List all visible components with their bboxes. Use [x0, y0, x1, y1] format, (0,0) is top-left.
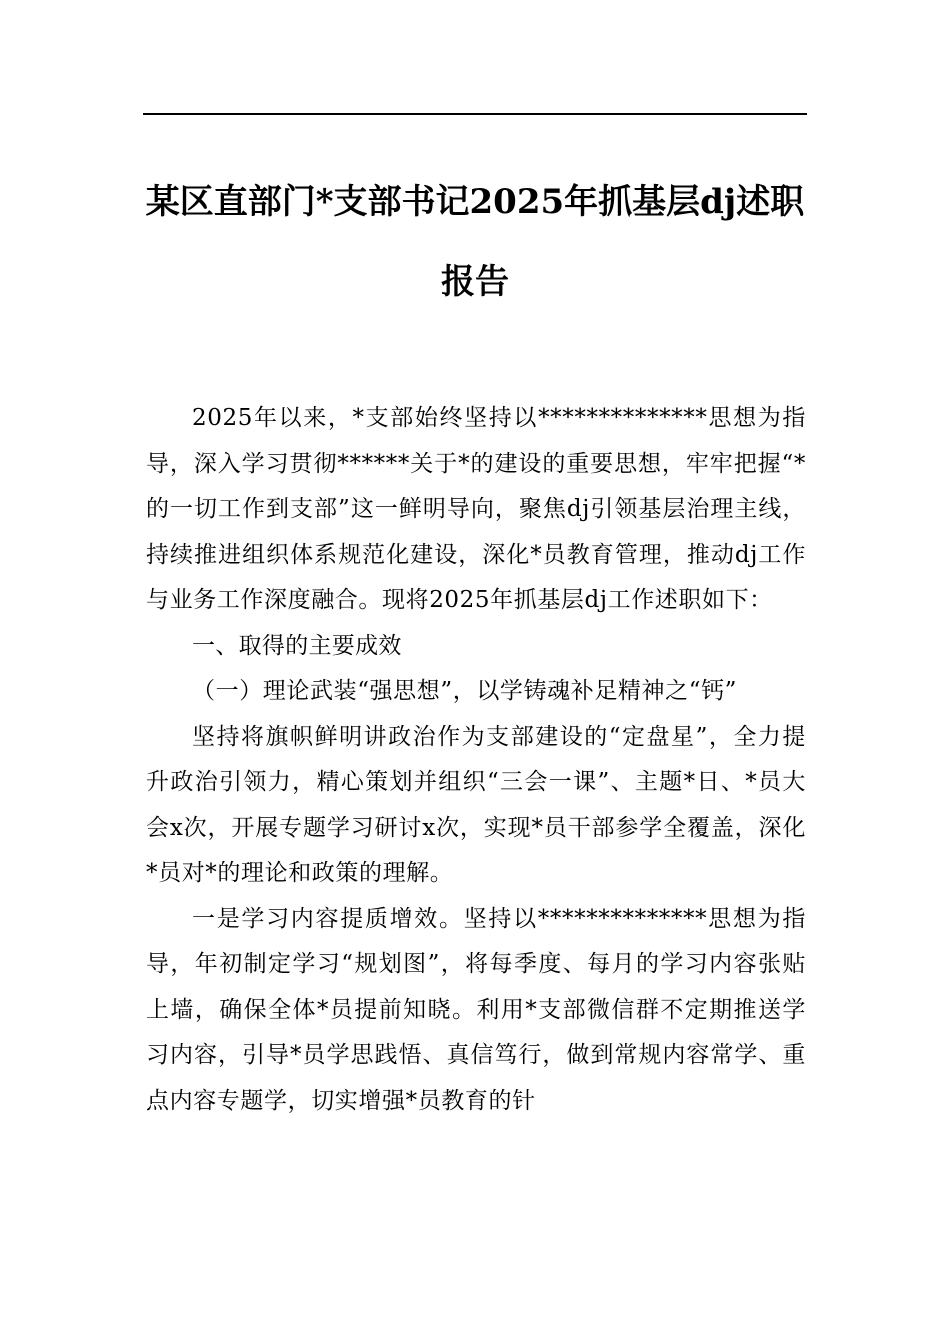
body-paragraph: 坚持将旗帜鲜明讲政治作为支部建设的“定盘星”，全力提升政治引领力，精心策划并组织“三会一课”、主题*日、*员大会x次，开展专题学习研讨x次，实现*员干部参学全覆盖，深化*员对*的理论和政策的理解。: [146, 723, 806, 886]
intro-paragraph: 2025年以来，*支部始终坚持以**************思想为指导，深入学习贯彻******关于*的建设的重要思想，牢牢把握“*的一切工作到支部”这一鲜明导向，聚焦dj引领基层治理主线，持续推进组织体系规范化建设，深化*员教育管理，推动dj工作与业务工作深度融合。现将2025年抓基层dj工作述职如下：: [146, 405, 806, 613]
body-paragraph: 一是学习内容提质增效。坚持以**************思想为指导，年初制定学习“规划图”，将每季度、每月的学习内容张贴上墙，确保全体*员提前知晓。利用*支部微信群不定期推送学习内容，引导*员学思践悟、真信笃行，做到常规内容常学、重点内容专题学，切实增强*员教育的针: [146, 905, 806, 1114]
section-heading-1: 一、取得的主要成效: [192, 632, 402, 659]
document-title: 某区直部门*支部书记2025年抓基层dj述职报告: [145, 182, 805, 302]
document-body: [146, 396, 806, 1124]
header-rule: [143, 113, 807, 115]
subsection-heading-1: （一）理论武装“强思想”，以学铸魂补足精神之“钙”: [192, 678, 738, 704]
